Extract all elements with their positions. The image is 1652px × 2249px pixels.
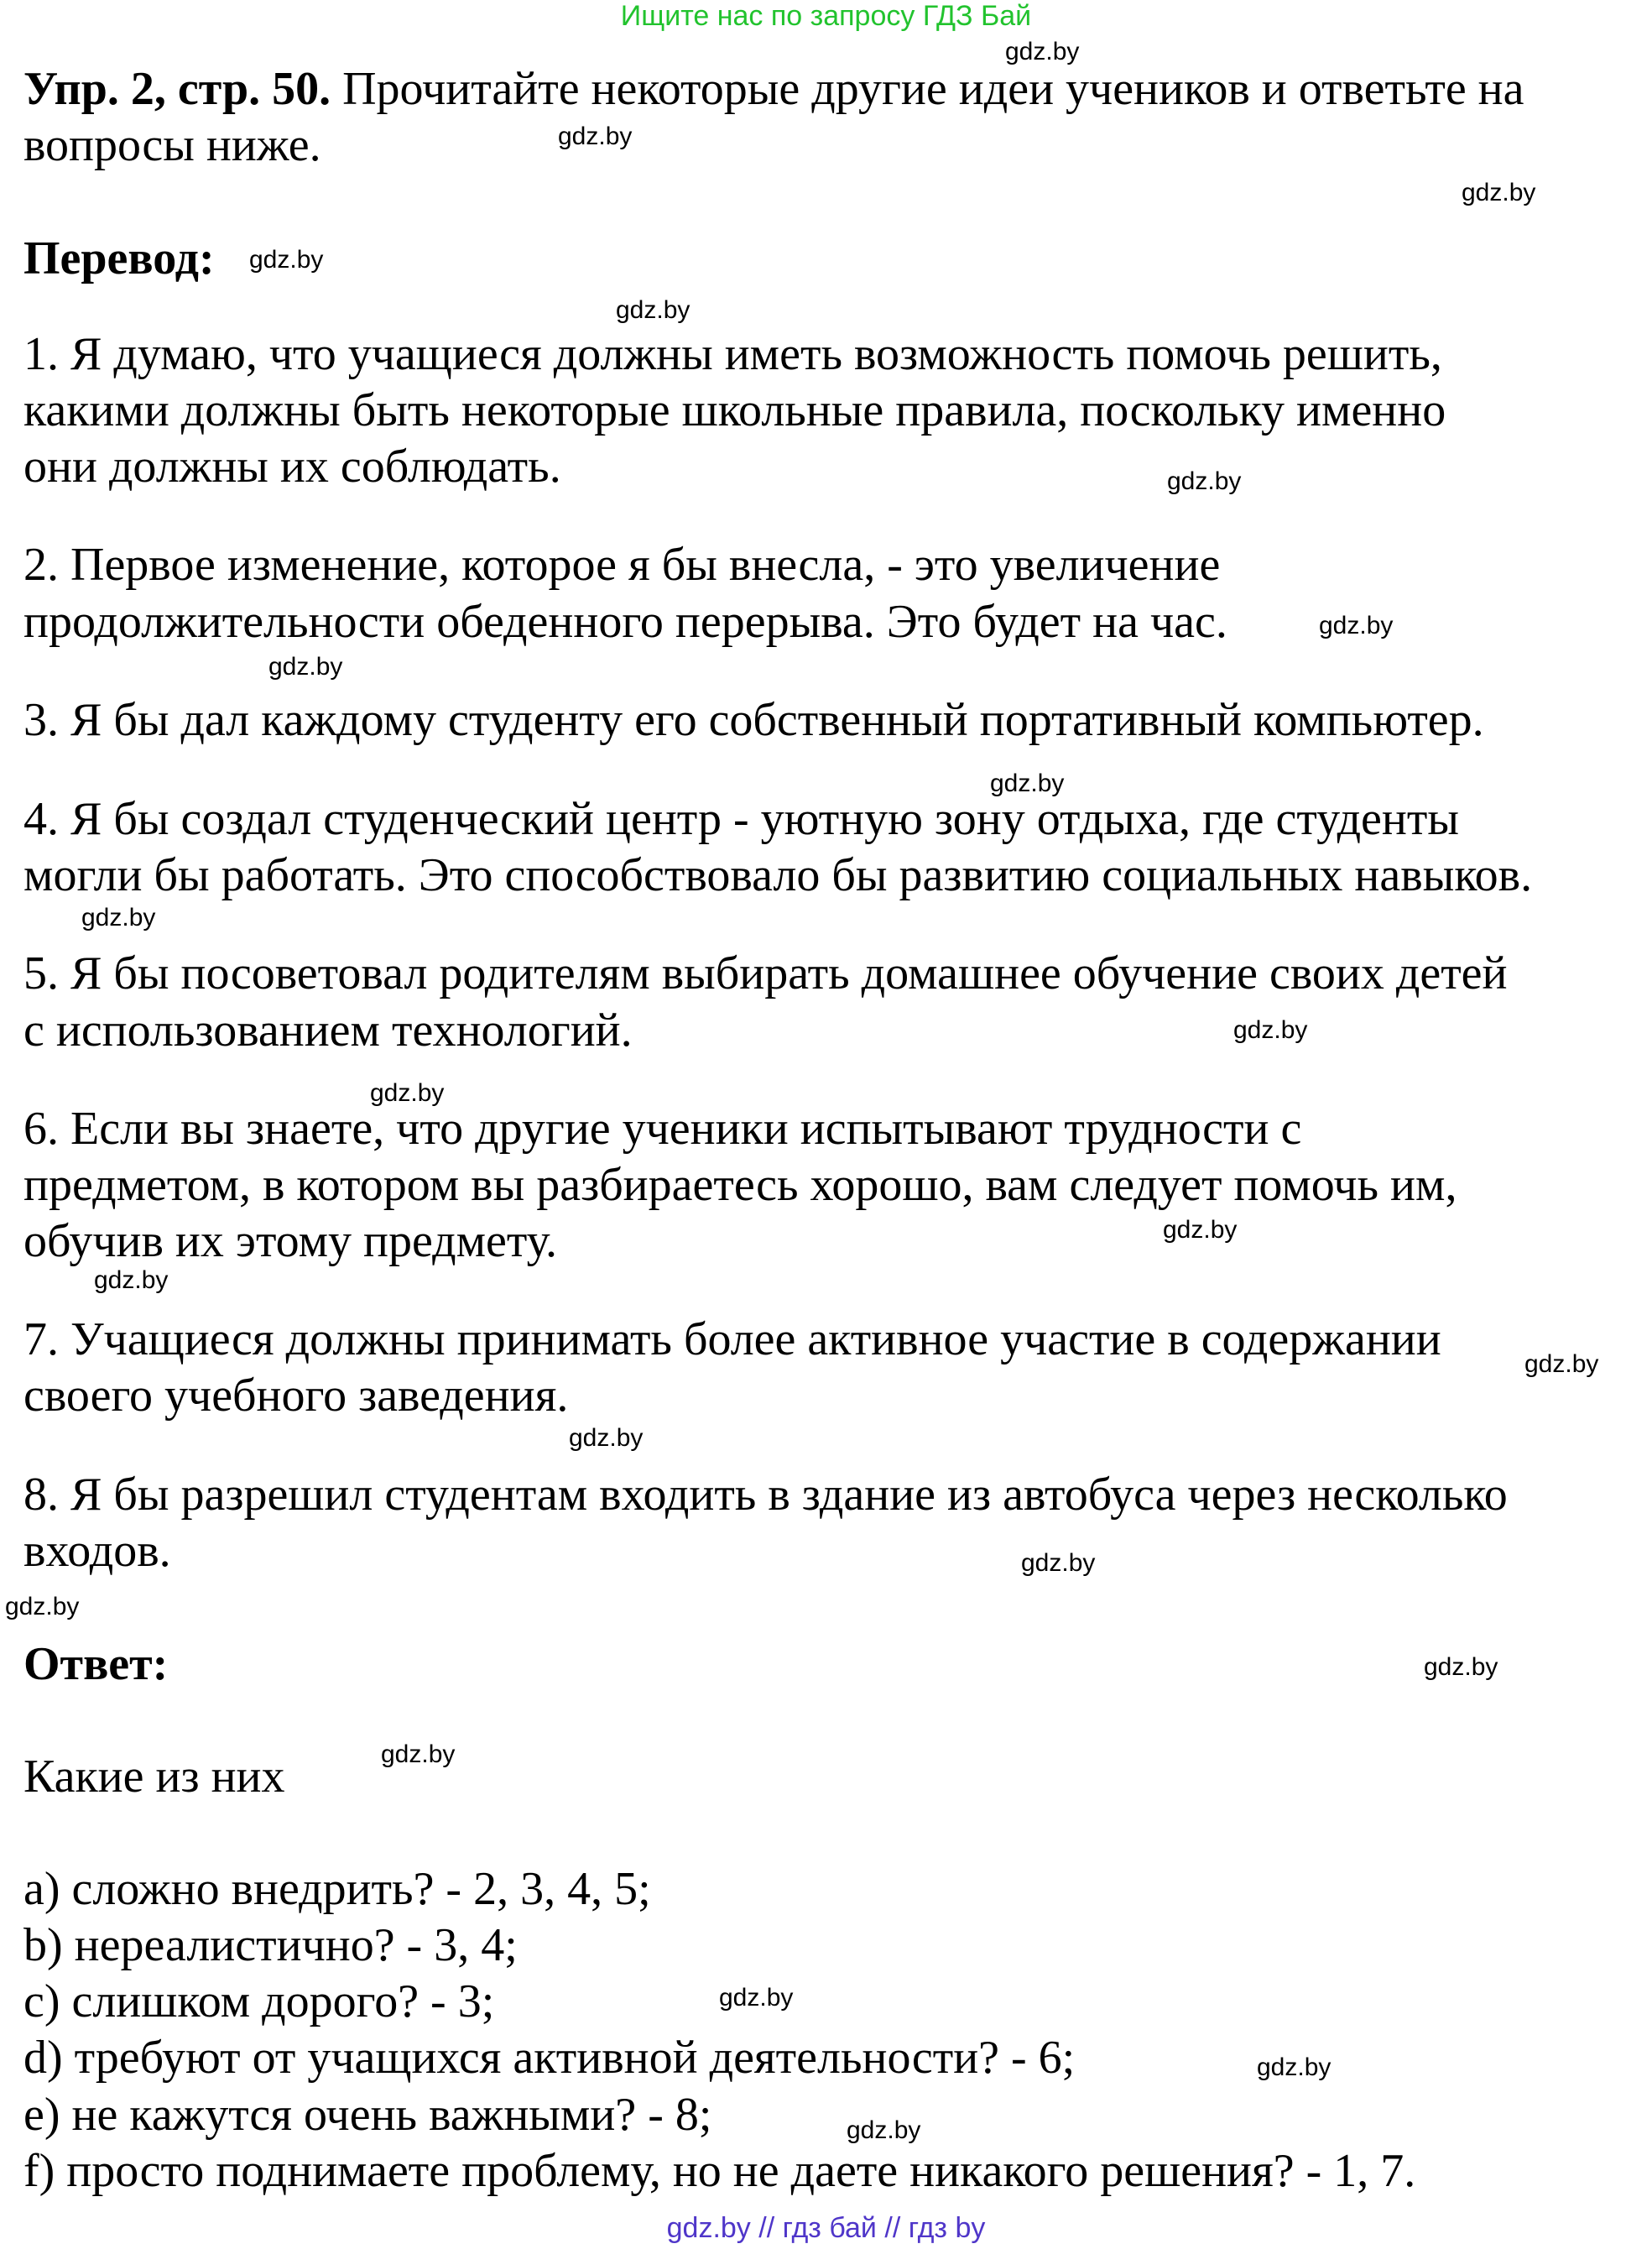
translation-line: своего учебного заведения. <box>23 1370 569 1422</box>
watermark: gdz.by <box>1257 2053 1332 2081</box>
exercise-label: Упр. 2, стр. 50. <box>23 63 331 115</box>
watermark: gdz.by <box>1005 38 1080 65</box>
translation-line: продолжительности обеденного перерыва. Это будет на час. <box>23 596 1227 648</box>
watermark: gdz.by <box>1167 467 1242 495</box>
translation-line: 4. Я бы создал студенческий центр - уютную зону отдыха, где студенты <box>23 793 1459 845</box>
answer-item: f) просто поднимаете проблему, но не даете никакого решения? - 1, 7. <box>23 2145 1416 2197</box>
watermark: gdz.by <box>1424 1653 1498 1681</box>
translation-line: 1. Я думаю, что учащиеся должны иметь возможность помочь решить, <box>23 328 1442 380</box>
exercise-text: Прочитайте некоторые другие идеи учеников и ответьте на <box>342 63 1524 115</box>
answer-title: Ответ: <box>23 1638 169 1690</box>
watermark: gdz.by <box>1021 1549 1096 1577</box>
translation-line: 2. Первое изменение, которое я бы внесла, - это увеличение <box>23 539 1221 591</box>
watermark: gdz.by <box>1462 179 1536 206</box>
watermark: gdz.by <box>81 904 156 931</box>
watermark: gdz.by <box>990 770 1065 797</box>
watermark: gdz.by <box>5 1593 80 1620</box>
watermark: gdz.by <box>1319 612 1394 639</box>
translation-line: входов. <box>23 1525 171 1577</box>
watermark: gdz.by <box>719 1984 794 2012</box>
translation-line: 3. Я бы дал каждому студенту его собственный портативный компьютер. <box>23 694 1484 746</box>
watermark: gdz.by <box>1233 1016 1308 1044</box>
translation-line: предметом, в котором вы разбираетесь хорошо, вам следует помочь им, <box>23 1159 1457 1211</box>
watermark: gdz.by <box>249 246 324 274</box>
watermark: gdz.by <box>616 296 691 324</box>
translation-line: обучив их этому предмету. <box>23 1215 558 1267</box>
answer-item: b) нереалистично? - 3, 4; <box>23 1919 518 1971</box>
answer-item: e) не кажутся очень важными? - 8; <box>23 2089 712 2141</box>
translation-line: какими должны быть некоторые школьные правила, поскольку именно <box>23 384 1446 436</box>
translation-line: могли бы работать. Это способствовало бы развитию социальных навыков. <box>23 849 1533 901</box>
watermark: gdz.by <box>558 123 633 150</box>
watermark: gdz.by <box>94 1266 169 1294</box>
watermark: gdz.by <box>370 1079 445 1107</box>
watermark: gdz.by <box>569 1424 644 1452</box>
watermark: gdz.by <box>268 653 343 681</box>
bottom-banner: gdz.by // гдз бай // гдз by <box>666 2212 986 2244</box>
translation-line: они должны их соблюдать. <box>23 441 561 493</box>
watermark: gdz.by <box>381 1740 456 1768</box>
answer-item: c) слишком дорого? - 3; <box>23 1975 495 2027</box>
watermark: gdz.by <box>1524 1350 1599 1378</box>
exercise-heading <box>23 61 1524 117</box>
watermark: gdz.by <box>847 2116 921 2144</box>
translation-line: 6. Если вы знаете, что другие ученики испытывают трудности с <box>23 1103 1302 1155</box>
watermark: gdz.by <box>1163 1216 1238 1244</box>
translation-line: 7. Учащиеся должны принимать более активное участие в содержании <box>23 1313 1441 1365</box>
translation-line: 8. Я бы разрешил студентам входить в здание из автобуса через несколько <box>23 1469 1508 1521</box>
top-banner: Ищите нас по запросу ГДЗ Бай <box>620 0 1032 32</box>
translation-title: Перевод: <box>23 232 215 284</box>
translation-line: с использованием технологий. <box>23 1004 633 1057</box>
exercise-text-cont: вопросы ниже. <box>23 119 321 171</box>
translation-line: 5. Я бы посоветовал родителям выбирать домашнее обучение своих детей <box>23 947 1508 999</box>
answer-intro: Какие из них <box>23 1751 285 1803</box>
answer-item: a) сложно внедрить? - 2, 3, 4, 5; <box>23 1863 651 1915</box>
answer-item: d) требуют от учащихся активной деятельности? - 6; <box>23 2032 1076 2084</box>
